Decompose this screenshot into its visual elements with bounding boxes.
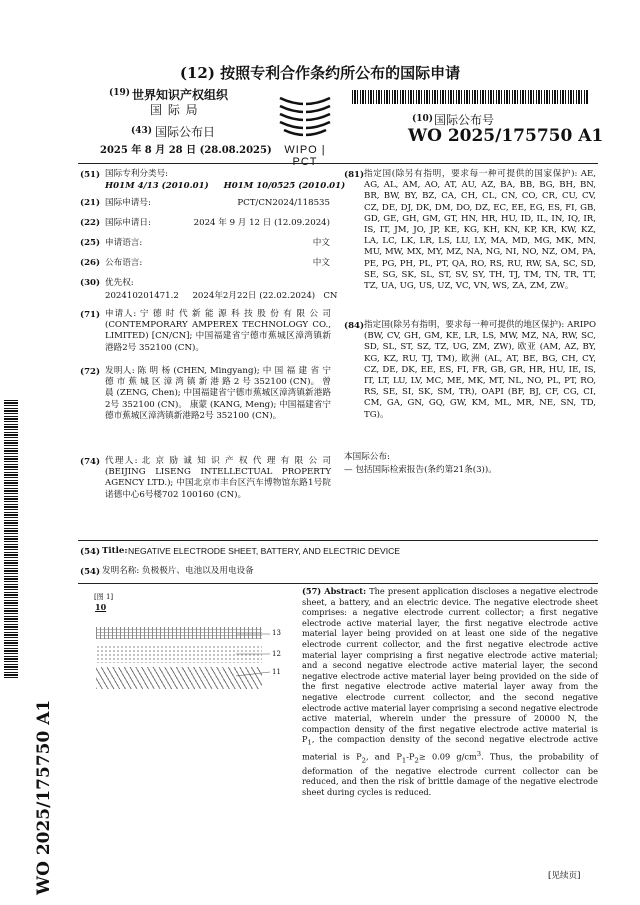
- abstract-text-d: -P: [406, 751, 415, 762]
- abstract-sup: 3: [476, 749, 482, 758]
- published-item: — 包括国际检索报告(条约第21条(3))。: [344, 465, 497, 475]
- field-84-value: 指定国(除另有指明，要求每一种可提供的地区保护): ARIPO (BW, CV, GH, GM, KE, LR, LS, MW, MZ, NA, RW, SC, SD, SL, ST, SZ, TZ, UG, ZM, ZW), 欧亚 (AM, AZ, BY, KG, KZ, RU, TJ, TM), 欧洲 (AL, AT, BE, BG, CH, CY, CZ, DE, DK, EE, ES, FI, FR, GB, GR, HR, HU, IE, IS, IT, LT, LU, LV, MC, ME, MK, MT, NL, NO, PL, PT, RO, RS, SE, SI, SK, SM, TR), OAPI (BF, BJ, CF, CG, CI, CM, GA, GN, GQ, GW, KM, ML, MR, NE, SN, TD, TG)。: [364, 320, 596, 420]
- abstract-text-e: ≥ 0.09 g/cm: [418, 751, 477, 762]
- abstract-sub1: 1: [307, 738, 312, 747]
- published-label: 本国际公布:: [344, 452, 390, 462]
- field-81-value: 指定国(除另有指明，要求每一种可提供的国家保护): AE, AG, AL, AM, AO, AT, AU, AZ, BA, BB, BG, BH, BN, BR, BW, BY, BZ, CA, CH, CL, CN, CO, CR, CU, CV, CZ, DE, DJ, DK, DM, DO, DZ, EC, EE, EG, ES, FI, GB, GD, GE, GH, GM, GT, HN, HR, HU, ID, IL, IN, IQ, IR, IS, IT, JM, JO, JP, KE, KG, KH, KN, KP, KR, KW, KZ, LA, LC, LK, LR, LS, LU, LY, MA, MD, MG, MK, MN, MU, MW, MX, MY, MZ, NA, NG, NI, NO, NZ, OM, PA, PE, PG, PH, PL, PT, QA, RO, RS, RU, RW, SA, SC, SD, SE, SG, SK, SL, ST, SV, SY, TH, TJ, TM, TN, TR, TT, TZ, UA, UG, US, UZ, VC, VN, WS, ZA, ZM, ZW。: [364, 169, 596, 292]
- field-74-num: (74): [80, 457, 101, 467]
- pubno-value: WO 2025/175750 A1: [408, 126, 604, 146]
- title-en-num: (54): [80, 547, 101, 557]
- field-22-label: 国际申请日:: [105, 218, 151, 228]
- figure-ref-12: 12: [272, 650, 281, 658]
- field-30-num: (30): [80, 278, 101, 288]
- field-51-value: H01M 4/13 (2010.01) H01M 10/0525 (2010.01): [105, 181, 346, 191]
- abstract-sub4: 2: [414, 755, 419, 764]
- document-title: (12) 按照专利合作条约所公布的国际申请: [179, 64, 461, 82]
- field-72-num: (72): [80, 367, 101, 377]
- field-81-num: (81): [344, 170, 365, 180]
- title-en-label: Title:: [102, 546, 128, 556]
- org-name: 世界知识产权组织: [132, 88, 229, 102]
- field-51-label: 国际专利分类号:: [105, 169, 169, 179]
- body-divider: [78, 583, 598, 584]
- figure-ref-11: 11: [272, 668, 281, 676]
- side-pub-number-text: WO 2025/175750 A1: [34, 699, 54, 895]
- org-bureau: 国 际 局: [150, 103, 199, 117]
- pubno-label: 国际公布号: [434, 113, 495, 127]
- field-51-num: (51): [80, 170, 101, 180]
- figure-caption: [图 1]: [94, 593, 114, 601]
- field-26-value: 中文: [312, 258, 330, 268]
- field-72-value: 发明人: 陈 明 杨 (CHEN, Mingyang); 中 国 福 建 省 宁 德 市 蕉 城 区 漳 湾 镇 新 港 路 2 号 352100 (CN)。 曾晨 (ZENG, Chen); 中国福建省宁德市蕉城区漳湾镇新港路2号 352100 (CN)。 康蒙 (KANG, Meng); 中国福建省宁德市蕉城区漳湾镇新港路2号 352100 (CN)。: [105, 366, 331, 421]
- title-zh-value: 发明名称: 负极极片、电池以及用电设备: [102, 566, 254, 576]
- figure-leaders: [236, 630, 276, 690]
- title-en-value: NEGATIVE ELECTRODE SHEET, BATTERY, AND ELECTRIC DEVICE: [128, 546, 401, 556]
- field-71-num: (71): [80, 310, 101, 320]
- wipo-logo-text: WIPO | PCT: [284, 144, 326, 168]
- field-25-num: (25): [80, 238, 101, 248]
- field-26-num: (26): [80, 258, 101, 268]
- pubdate-number: (43): [131, 126, 153, 136]
- field-84-num: (84): [344, 321, 365, 331]
- field-25-value: 中文: [312, 238, 330, 248]
- figure-ref-main: 10: [95, 602, 107, 612]
- header-divider: [78, 163, 598, 164]
- field-21-value: PCT/CN2024/118535: [237, 198, 330, 208]
- continued-marker: [见续页]: [548, 871, 581, 881]
- abstract: [302, 586, 598, 797]
- wipo-logo: [270, 88, 340, 168]
- field-30-label: 优先权:: [105, 278, 134, 288]
- field-21-num: (21): [80, 198, 101, 208]
- field-22-num: (22): [80, 218, 101, 228]
- field-71-value: 申请人: 宁 德 时 代 新 能 源 科 技 股 份 有 限 公 司 (CONTEMPORARY AMPEREX TECHNOLOGY CO., LIMITED) [CN/CN]; 中国福建省宁德市蕉城区漳湾镇新港路2号 352100 (CN)。: [105, 309, 331, 353]
- abstract-sub3: 1: [401, 755, 407, 764]
- field-21-label: 国际申请号:: [105, 198, 151, 208]
- side-pub-number: [34, 695, 56, 895]
- abstract-label: Abstract:: [324, 586, 367, 596]
- abstract-text-a: The present application discloses a negative electrode sheet, a battery, and an electric device. The negative electrode sheet comprises: a negative electrode current collector; a first negative electrode active material layer, the first negative electrode active material layer being provided on at least one side of the negative electrode current collector, and the first negative electrode active material layer comprising a first negative electrode active material; and a second negative electrode active material layer, the second negative electrode active material layer being provided on the side of the first negative electrode active material layer away from the negative electrode current collector, and the second negative electrode active material layer comprising a second negative electrode active material, wherein under the pressure of 20000 N, the compaction density of the first negative electrode active material is P: [302, 586, 599, 745]
- org-number: (19): [109, 88, 131, 98]
- pubdate-label: 国际公布日: [155, 125, 216, 139]
- abstract-text-b: , the compaction density of the second negative electrode active material is P: [302, 734, 598, 762]
- field-22-value: 2024 年 9 月 12 日 (12.09.2024): [193, 218, 330, 228]
- field-26-label: 公布语言:: [105, 258, 143, 268]
- title-zh-num: (54): [80, 567, 101, 577]
- abstract-text-c: , and P: [365, 751, 402, 762]
- pubno-number: (10): [412, 114, 434, 124]
- abstract-text-f: . Thus, the probability of deformation of the negative electrode current collector can be reduced, and then the risk of brittle damage of the negative electrode sheet during cycles is reduced.: [302, 751, 598, 797]
- field-25-label: 申请语言:: [105, 238, 143, 248]
- pubdate-value: 2025 年 8 月 28 日 (28.08.2025): [100, 145, 272, 156]
- field-30-value: 202410201471.2 2024年2月22日 (22.02.2024) CN: [105, 291, 338, 301]
- abstract-num: (57): [302, 586, 322, 596]
- side-barcode: [4, 400, 18, 680]
- title-divider: [78, 540, 598, 541]
- field-74-value: 代理人: 北 京 励 诚 知 识 产 权 代 理 有 限 公 司(BEIJING LISENG INTELLECTUAL PROPERTY AGENCY LTD.); 中国北京市丰台区汽车博物馆东路1号院诺德中心6号楼702 100160 (CN)。: [105, 456, 331, 500]
- figure-ref-13: 13: [272, 629, 281, 637]
- abstract-sub2: 2: [361, 755, 366, 764]
- barcode: [352, 90, 588, 104]
